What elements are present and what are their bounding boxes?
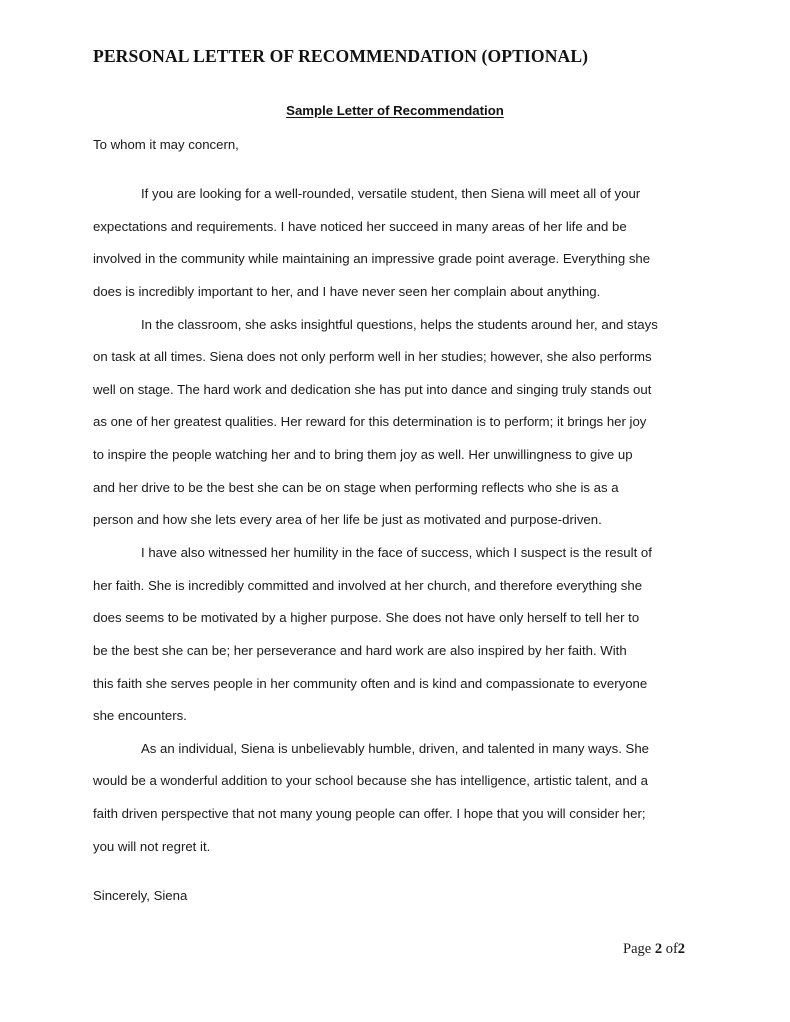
total-pages-number: 2: [677, 941, 686, 957]
paragraph-3-line: her faith. She is incredibly committed and involved at her church, and therefore everything she: [93, 578, 643, 593]
paragraph-3-line: be the best she can be; her perseverance and hard work are also inspired by her faith. With: [93, 643, 627, 658]
paragraph-1-line: expectations and requirements. I have noticed her succeed in many areas of her life and be: [93, 219, 627, 234]
paragraph-2-line: and her drive to be the best she can be on stage when performing reflects who she is as a: [93, 480, 619, 495]
paragraph-2-line: to inspire the people watching her and to bring them joy as well. Her unwillingness to give up: [93, 447, 633, 462]
paragraph-3-line: does seems to be motivated by a higher purpose. She does not have only herself to tell her to: [93, 610, 640, 625]
paragraph-3-line: she encounters.: [93, 708, 187, 723]
paragraph-1-line: involved in the community while maintaining an impressive grade point average. Everything she: [93, 251, 651, 266]
salutation: To whom it may concern,: [93, 137, 239, 152]
closing-signature: Sincerely, Siena: [93, 888, 188, 903]
paragraph-2-line: well on stage. The hard work and dedication she has put into dance and singing truly stands out: [93, 382, 652, 397]
document-title: [0, 103, 790, 118]
paragraph-4-line: you will not regret it.: [93, 839, 211, 854]
paragraph-4-line: As an individual, Siena is unbelievably humble, driven, and talented in many ways. She: [141, 741, 650, 756]
paragraph-4-line: faith driven perspective that not many young people can offer. I hope that you will consider her;: [93, 806, 646, 821]
paragraph-3-line: I have also witnessed her humility in the face of success, which I suspect is the result of: [141, 545, 652, 560]
page-label: Page: [623, 941, 652, 957]
paragraph-2-line: In the classroom, she asks insightful questions, helps the students around her, and stays: [141, 317, 658, 332]
paragraph-3-line: this faith she serves people in her community often and is kind and compassionate to everyone: [93, 676, 648, 691]
paragraph-1-line: does is incredibly important to her, and I have never seen her complain about anything.: [93, 284, 601, 299]
of-label: of: [665, 941, 678, 957]
page-header-title: PERSONAL LETTER OF RECOMMENDATION (OPTIONAL): [93, 46, 589, 66]
current-page-number: 2: [654, 941, 663, 957]
page-number: [623, 941, 685, 958]
paragraph-1-line: If you are looking for a well-rounded, versatile student, then Siena will meet all of your: [141, 186, 641, 201]
paragraph-2-line: person and how she lets every area of her life be just as motivated and purpose-driven.: [93, 512, 602, 527]
paragraph-2-line: as one of her greatest qualities. Her reward for this determination is to perform; it brings her joy: [93, 414, 647, 429]
paragraph-2-line: on task at all times. Siena does not only perform well in her studies; however, she also performs: [93, 349, 652, 364]
paragraph-4-line: would be a wonderful addition to your school because she has intelligence, artistic talent, and a: [93, 773, 648, 788]
document-title-text: Sample Letter of Recommendation: [286, 103, 504, 118]
